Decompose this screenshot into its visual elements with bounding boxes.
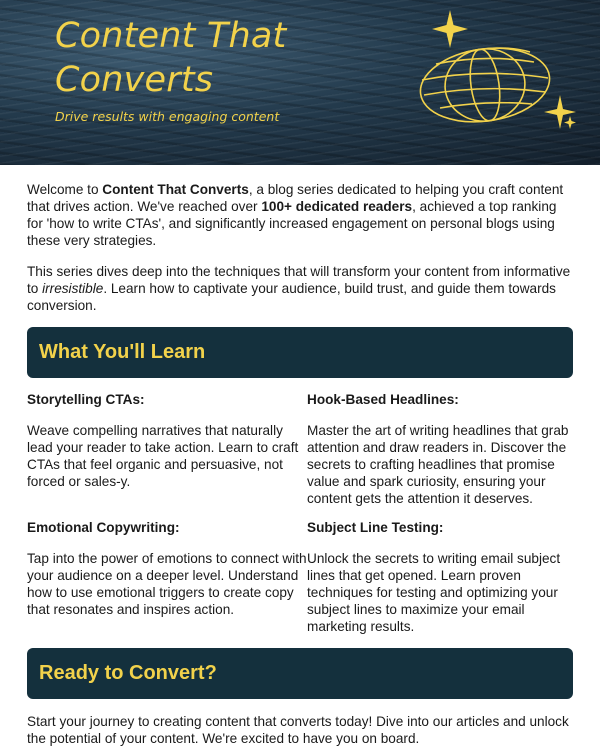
convert-paragraph: Start your journey to creating content that converts today! Dive into our articles and unlock the potential of your content. We're excited to have you on board. — [27, 714, 569, 746]
learn-item-headlines — [307, 391, 575, 507]
hero-title-line2: Converts — [55, 60, 214, 100]
learn-grid — [27, 391, 573, 635]
learn-item-body: Tap into the power of emotions to connect with your audience on a deeper level. Understand how to use emotional triggers to create copy that resonates and inspires action. — [27, 551, 307, 617]
globe-sparkle-icon — [410, 0, 600, 165]
learn-item-title: Emotional Copywriting: — [27, 520, 180, 535]
learn-item-title: Storytelling CTAs: — [27, 392, 145, 407]
convert-heading: Ready to Convert? — [39, 662, 217, 684]
learn-item-subject-lines — [307, 519, 575, 635]
hero-banner — [0, 0, 600, 165]
learn-item-body: Unlock the secrets to writing email subject lines that get opened. Learn proven techniques for testing and optimizing your subject lines to maximize your email marketing results. — [307, 551, 561, 634]
readers-highlight: 100+ dedicated readers — [261, 199, 413, 214]
learn-item-emotional — [27, 519, 307, 635]
convert-section-header — [27, 648, 573, 699]
learn-heading: What You'll Learn — [39, 341, 206, 363]
hero-subtitle: Drive results with engaging content — [55, 109, 280, 124]
intro-paragraph — [27, 181, 573, 249]
intro-text: Welcome to — [27, 182, 103, 197]
series-paragraph — [27, 263, 573, 314]
intro-text: , achieved a top ranking for 'how to write CTAs', and significantly increased engagement on personal blogs using these very strategies. — [27, 199, 557, 248]
learn-item-body: Weave compelling narratives that naturally lead your reader to take action. Learn to craft CTAs that feel organic and persuasive, not forced or sales-y. — [27, 423, 299, 489]
intro-text: , a blog series dedicated to helping you craft content that drives action. We've reached over — [27, 182, 564, 214]
hero-title — [55, 14, 385, 102]
hero-title-line1: Content That — [55, 16, 287, 56]
learn-item-body: Master the art of writing headlines that grab attention and draw readers in. Discover the secrets to crafting headlines that promise value and spark curiosity, ensuring your content gets the attention it deserves. — [307, 423, 569, 506]
series-text: . Learn how to captivate your audience, build trust, and guide them towards conversion. — [27, 281, 556, 313]
main-content — [0, 181, 600, 747]
irresistible-emphasis: irresistible — [42, 281, 104, 296]
learn-item-title: Hook-Based Headlines: — [307, 392, 459, 407]
learn-item-storytelling — [27, 391, 307, 507]
learn-item-title: Subject Line Testing: — [307, 520, 444, 535]
learn-section-header — [27, 327, 573, 378]
brand-name: Content That Converts — [102, 182, 249, 197]
series-text: This series dives deep into the techniques that will transform your content from informative to — [27, 264, 571, 296]
